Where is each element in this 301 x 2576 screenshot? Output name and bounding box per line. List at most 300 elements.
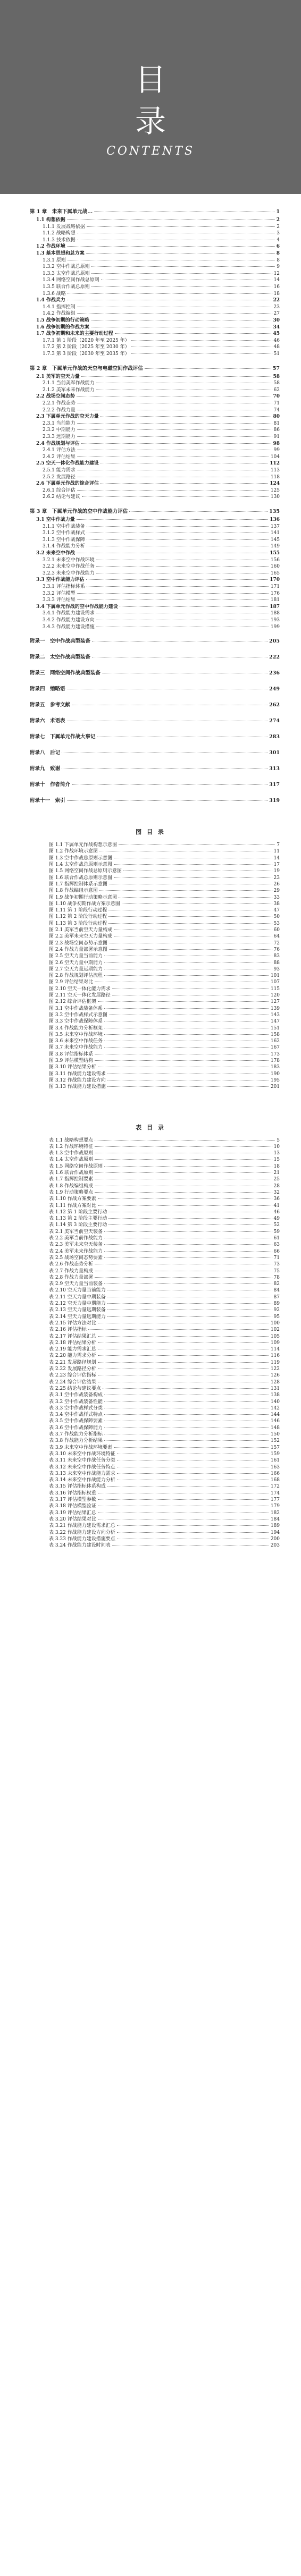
toc-entry[interactable] <box>30 947 280 953</box>
entry-label: 表 1.8 作战编组构成 <box>49 1183 94 1189</box>
toc-entry[interactable] <box>30 338 280 344</box>
toc-entry[interactable] <box>30 842 280 848</box>
entry-label: 3.3.2 评估模型 <box>43 590 76 596</box>
toc-entry[interactable] <box>30 1458 280 1464</box>
entry-label: 图 2.3 战场空间态势示意图 <box>49 940 108 946</box>
entry-page: 28 <box>273 1183 280 1189</box>
entry-label: 表 3.12 未来空中作战任务特点 <box>49 1464 115 1470</box>
entry-page: 16 <box>273 284 280 290</box>
entry-label: 3.1 空中作战力量 <box>36 517 75 522</box>
entry-page: 14 <box>273 277 280 283</box>
entry-page: 179 <box>270 1504 280 1509</box>
entry-page: 23 <box>273 304 280 310</box>
toc-entry[interactable] <box>30 734 280 740</box>
entry-label: 2.6 下属单元作战的综合评估 <box>36 481 99 487</box>
entry-page: 249 <box>269 686 280 692</box>
toc-entry[interactable] <box>30 468 280 474</box>
toc-entry[interactable] <box>30 1078 280 1084</box>
leader-dots <box>104 1008 269 1009</box>
entry-page: 158 <box>270 1032 280 1037</box>
toc-entry[interactable] <box>30 537 280 543</box>
toc-entry[interactable] <box>30 1012 280 1018</box>
toc-entry[interactable] <box>30 1530 280 1536</box>
toc-entry[interactable] <box>30 1543 280 1549</box>
entry-label: 2.1.1 当前美军作战能力 <box>43 381 95 386</box>
toc-entry[interactable] <box>30 1425 280 1431</box>
toc-entry[interactable] <box>30 654 280 660</box>
toc-entry[interactable] <box>30 1052 280 1058</box>
entry-label: 2.1.2 美军未来作战能力 <box>43 387 95 393</box>
entry-page: 188 <box>270 611 280 616</box>
toc-entry[interactable] <box>30 1347 280 1353</box>
toc-entry[interactable] <box>30 381 280 386</box>
toc-entry[interactable] <box>30 1380 280 1386</box>
toc-entry[interactable] <box>30 914 280 920</box>
toc-entry[interactable] <box>30 1314 280 1320</box>
entry-label: 1.3 基本思想和总方案 <box>36 251 85 256</box>
entry-page: 157 <box>270 1445 280 1450</box>
entry-label: 1.4 作战兵力 <box>36 298 65 303</box>
toc-entry[interactable] <box>30 766 280 772</box>
toc-entry[interactable] <box>30 782 280 788</box>
entry-label: 表 2.3 美军未来空天装备 <box>49 1242 103 1248</box>
toc-entry[interactable] <box>30 1399 280 1405</box>
toc-entry[interactable] <box>30 1432 280 1438</box>
toc-entry[interactable] <box>30 670 280 676</box>
toc-entry[interactable] <box>30 394 280 400</box>
entry-label: 表 2.4 美军未来作战能力 <box>49 1248 103 1254</box>
toc-entry[interactable] <box>30 1262 280 1268</box>
toc-entry[interactable] <box>30 298 280 303</box>
entry-page: 168 <box>270 1477 280 1483</box>
leader-dots <box>104 1047 269 1048</box>
leader-dots <box>87 539 269 540</box>
entry-label: 图 1.12 第 2 阶段行动过程 <box>49 914 107 920</box>
entry-page: 283 <box>269 734 280 740</box>
toc-entry[interactable] <box>30 1353 280 1359</box>
toc-entry[interactable] <box>30 1438 280 1444</box>
entry-page: 274 <box>269 718 280 724</box>
toc-entry[interactable] <box>30 1196 280 1202</box>
toc-entry[interactable] <box>30 284 280 290</box>
leader-dots <box>107 1086 269 1087</box>
entry-label: 表 2.21 发展路径规划 <box>49 1359 96 1365</box>
entry-page: 27 <box>273 311 280 317</box>
entry-label: 图 3.12 作战能力建设方向 <box>49 1077 106 1083</box>
toc-entry[interactable] <box>30 1006 280 1012</box>
leader-dots <box>103 1388 269 1389</box>
toc-entry[interactable] <box>30 1210 280 1215</box>
entry-label: 1.3.1 原则 <box>43 257 66 263</box>
toc-entry[interactable] <box>30 908 280 914</box>
entry-label: 3.2.3 未来空中作战能力 <box>43 570 95 576</box>
toc-entry[interactable] <box>30 1084 280 1090</box>
toc-entry[interactable] <box>30 1203 280 1209</box>
leader-dots <box>101 416 272 417</box>
toc-entry[interactable] <box>30 993 280 999</box>
entry-label: 表 3.22 作战能力建设方向分析 <box>49 1530 115 1535</box>
entry-label: 表 2.9 空天力量当前装备 <box>49 1281 103 1287</box>
entry-page: 201 <box>270 1084 280 1090</box>
entry-page: 61 <box>273 1236 280 1241</box>
toc-entry[interactable] <box>30 856 280 862</box>
leader-dots <box>98 1355 269 1356</box>
entry-page: 187 <box>270 604 280 610</box>
entry-page: 126 <box>270 1373 280 1379</box>
leader-dots <box>98 1362 269 1363</box>
entry-label: 2.3.1 当前能力 <box>43 420 76 426</box>
toc-entry[interactable] <box>30 509 280 514</box>
toc-entry[interactable] <box>30 702 280 708</box>
toc-entry[interactable] <box>30 1281 280 1287</box>
toc-entry[interactable] <box>30 921 280 927</box>
entry-label: 表 2.1 美军当前空天装备 <box>49 1229 103 1235</box>
entry-label: 表 2.5 战场空间态势要素 <box>49 1255 103 1261</box>
toc-entry[interactable] <box>30 374 280 380</box>
entry-page: 205 <box>269 638 280 645</box>
entry-page: 301 <box>269 750 280 756</box>
toc-entry[interactable] <box>30 882 280 888</box>
entry-label: 2.5 空天一体化作战能力建设 <box>36 461 99 467</box>
toc-entry[interactable] <box>30 344 280 350</box>
entry-page: 194 <box>270 1530 280 1535</box>
toc-entry[interactable] <box>30 1019 280 1025</box>
entry-label: 3.4.1 作战能力建设需求 <box>43 611 95 616</box>
entry-label: 表 3.9 未来空中作战环境要素 <box>49 1445 113 1450</box>
toc-entry[interactable] <box>30 1321 280 1327</box>
toc-entry[interactable] <box>30 1249 280 1255</box>
leader-dots <box>67 800 268 801</box>
toc-entry[interactable] <box>30 244 280 250</box>
entry-label: 图 3.4 作战能力分析框架 <box>49 1025 103 1031</box>
toc-entry[interactable] <box>30 209 280 215</box>
toc-entry[interactable] <box>30 224 280 230</box>
entry-label: 1.7.1 第 1 阶段（2020 年至 2025 年） <box>43 337 130 343</box>
entry-label: 2.5.2 发展路径 <box>43 474 76 480</box>
toc-entry[interactable] <box>30 577 280 583</box>
toc-entry[interactable] <box>30 849 280 855</box>
entry-label: 表 3.11 未来空中作战任务分类 <box>49 1458 115 1464</box>
toc-entry[interactable] <box>30 591 280 597</box>
entry-page: 163 <box>270 1464 280 1470</box>
toc-entry[interactable] <box>30 901 280 907</box>
toc-entry[interactable] <box>30 953 280 959</box>
toc-entry[interactable] <box>30 1340 280 1346</box>
toc-entry[interactable] <box>30 1222 280 1228</box>
toc-entry[interactable] <box>30 1373 280 1379</box>
toc-entry[interactable] <box>30 1177 280 1183</box>
toc-entry[interactable] <box>30 973 280 979</box>
toc-entry[interactable] <box>30 999 280 1005</box>
toc-entry[interactable] <box>30 1269 280 1274</box>
toc-entry[interactable] <box>30 941 280 947</box>
leader-dots <box>95 1159 272 1160</box>
toc-entry[interactable] <box>30 1504 280 1509</box>
entry-label: 1.1.1 发展战略依据 <box>43 224 85 230</box>
toc-entry[interactable] <box>30 1484 280 1490</box>
entry-page: 91 <box>273 434 280 440</box>
entry-page: 63 <box>273 1242 280 1248</box>
toc-entry[interactable] <box>30 1065 280 1070</box>
toc-entry[interactable] <box>30 238 280 243</box>
toc-entry[interactable] <box>30 351 280 357</box>
entry-label: 1.3.4 网络空间作战总原则 <box>43 277 99 283</box>
toc-entry[interactable] <box>30 414 280 420</box>
toc-entry[interactable] <box>30 750 280 756</box>
toc-entry[interactable] <box>30 408 280 413</box>
toc-entry[interactable] <box>30 875 280 881</box>
entry-page: 2 <box>277 224 280 230</box>
leader-dots <box>86 579 268 580</box>
toc-entry[interactable] <box>30 686 280 692</box>
toc-entry[interactable] <box>30 217 280 223</box>
toc-entry[interactable] <box>30 571 280 577</box>
toc-entry[interactable] <box>30 611 280 616</box>
contents-body <box>0 194 301 2576</box>
toc-entry[interactable] <box>30 488 280 494</box>
toc-entry[interactable] <box>30 718 280 724</box>
toc-entry[interactable] <box>30 597 280 603</box>
toc-entry[interactable] <box>30 1406 280 1412</box>
toc-entry[interactable] <box>30 441 280 447</box>
entry-label: 附录十一 索引 <box>30 798 65 804</box>
entry-page: 8 <box>277 257 280 263</box>
toc-entry[interactable] <box>30 868 280 874</box>
entry-page: 46 <box>273 1209 280 1215</box>
toc-entry[interactable] <box>30 1255 280 1261</box>
entry-label: 表 2.23 综合评估指标 <box>49 1373 96 1379</box>
entry-label: 图 1.11 第 1 阶段行动过程 <box>49 908 107 914</box>
toc-entry[interactable] <box>30 986 280 992</box>
entry-page: 7 <box>277 842 280 848</box>
toc-entry[interactable] <box>30 481 280 487</box>
toc-entry[interactable] <box>30 895 280 901</box>
toc-entry[interactable] <box>30 1157 280 1163</box>
toc-entry[interactable] <box>30 475 280 480</box>
toc-entry[interactable] <box>30 517 280 523</box>
entry-label: 表 2.15 评估方法对比 <box>49 1320 96 1326</box>
toc-entry[interactable] <box>30 325 280 331</box>
entry-page: 125 <box>270 487 280 493</box>
toc-entry[interactable] <box>30 604 280 610</box>
toc-entry[interactable] <box>30 1523 280 1529</box>
toc-entry[interactable] <box>30 1144 280 1150</box>
toc-entry[interactable] <box>30 258 280 264</box>
toc-entry[interactable] <box>30 1334 280 1340</box>
leader-dots <box>108 1218 272 1219</box>
toc-entry[interactable] <box>30 530 280 536</box>
entry-page: 155 <box>270 551 280 556</box>
toc-entry[interactable] <box>30 311 280 317</box>
entry-label: 表 3.10 未来空中作战环境特征 <box>49 1451 115 1457</box>
toc-entry[interactable] <box>30 1392 280 1398</box>
entry-label: 表 1.10 作战方案要素 <box>49 1196 96 1202</box>
entry-label: 图 3.10 评估结果分析 <box>49 1065 96 1070</box>
entry-page: 21 <box>273 1170 280 1176</box>
entry-page: 88 <box>273 960 280 966</box>
toc-entry[interactable] <box>30 1032 280 1038</box>
leader-dots <box>104 1166 272 1167</box>
toc-entry[interactable] <box>30 979 280 985</box>
toc-entry[interactable] <box>30 1071 280 1077</box>
entry-label: 表 3.18 评估模型验证 <box>49 1504 96 1509</box>
toc-entry[interactable] <box>30 1360 280 1366</box>
entry-label: 3.3 空中作战能力评估 <box>36 577 85 583</box>
entry-label: 表 3.3 空中作战样式分类 <box>49 1405 103 1411</box>
toc-entry[interactable] <box>30 1327 280 1333</box>
toc-entry[interactable] <box>30 318 280 324</box>
toc-entry[interactable] <box>30 888 280 894</box>
toc-entry[interactable] <box>30 1275 280 1281</box>
entry-label: 附录七 下属单元作战大事记 <box>30 734 96 740</box>
toc-entry[interactable] <box>30 1138 280 1144</box>
leader-dots <box>91 273 272 274</box>
toc-entry[interactable] <box>30 1497 280 1503</box>
toc-entry[interactable] <box>30 1491 280 1497</box>
figure-list-title: 图 目 录 <box>136 829 165 836</box>
toc-entry[interactable] <box>30 1242 280 1248</box>
toc-entry[interactable] <box>30 1471 280 1477</box>
entry-page: 50 <box>273 914 280 920</box>
entry-page: 76 <box>273 947 280 952</box>
toc-entry[interactable] <box>30 291 280 297</box>
leader-dots <box>77 436 272 437</box>
toc-entry[interactable] <box>30 1164 280 1170</box>
entry-label: 图 1.7 指挥控制体系示意图 <box>49 881 108 887</box>
toc-entry[interactable] <box>30 624 280 630</box>
entry-page: 51 <box>273 351 280 357</box>
toc-entry[interactable] <box>30 934 280 940</box>
toc-entry[interactable] <box>30 1216 280 1222</box>
toc-entry[interactable] <box>30 1170 280 1176</box>
entry-page: 170 <box>270 577 280 583</box>
toc-entry[interactable] <box>30 1307 280 1313</box>
entry-label: 附录十 作者简介 <box>30 782 71 788</box>
entry-page: 70 <box>273 394 280 400</box>
toc-entry[interactable] <box>30 862 280 868</box>
toc-entry[interactable] <box>30 1510 280 1516</box>
toc-entry[interactable] <box>30 421 280 427</box>
toc-entry[interactable] <box>30 1412 280 1418</box>
entry-label: 第 2 章 下属单元作战的天空与电磁空间作战评估 <box>30 365 143 371</box>
toc-entry[interactable] <box>30 271 280 277</box>
toc-entry[interactable] <box>30 618 280 623</box>
entry-page: 203 <box>270 1543 280 1549</box>
toc-entry[interactable] <box>30 1045 280 1051</box>
entry-page: 73 <box>273 1262 280 1268</box>
toc-entry[interactable] <box>30 1236 280 1241</box>
entry-page: 173 <box>270 1051 280 1057</box>
entry-label: 表 2.16 评估指标 <box>49 1327 87 1333</box>
entry-label: 图 1.4 太空作战总原则示意图 <box>49 862 113 868</box>
toc-entry[interactable] <box>30 1465 280 1471</box>
leader-dots <box>117 1532 269 1533</box>
entry-page: 101 <box>270 973 280 979</box>
entry-page: 189 <box>270 1523 280 1529</box>
toc-entry[interactable] <box>30 1229 280 1235</box>
entry-label: 2.6.2 结论与建议 <box>43 494 80 500</box>
toc-entry[interactable] <box>30 564 280 570</box>
toc-entry[interactable] <box>30 1366 280 1372</box>
toc-entry[interactable] <box>30 1151 280 1156</box>
entry-page: 138 <box>270 1392 280 1398</box>
toc-entry[interactable] <box>30 305 280 310</box>
toc-entry[interactable] <box>30 1477 280 1483</box>
leader-dots <box>104 1251 272 1252</box>
toc-entry[interactable] <box>30 1536 280 1542</box>
toc-entry[interactable] <box>30 387 280 393</box>
entry-label: 表 2.20 能力需求分析 <box>49 1353 96 1359</box>
toc-entry[interactable] <box>30 277 280 283</box>
toc-entry[interactable] <box>30 1418 280 1424</box>
toc-entry[interactable] <box>30 1026 280 1032</box>
toc-entry[interactable] <box>30 251 280 257</box>
entry-page: 183 <box>270 1065 280 1070</box>
toc-entry[interactable] <box>30 524 280 530</box>
leader-dots <box>114 864 272 865</box>
toc-entry[interactable] <box>30 494 280 500</box>
toc-entry[interactable] <box>30 1517 280 1523</box>
toc-entry[interactable] <box>30 434 280 440</box>
entry-label: 2.3 下属单元作战的空天力量 <box>36 414 99 420</box>
leader-dots <box>98 1205 272 1206</box>
toc-entry[interactable] <box>30 1295 280 1300</box>
toc-entry[interactable] <box>30 1288 280 1294</box>
toc-entry[interactable] <box>30 264 280 270</box>
entry-page: 14 <box>273 855 280 861</box>
toc-entry[interactable] <box>30 231 280 237</box>
leader-dots <box>104 1034 269 1035</box>
toc-entry[interactable] <box>30 1445 280 1451</box>
entry-label: 2.3.2 中期能力 <box>43 427 76 433</box>
toc-entry[interactable] <box>30 366 280 371</box>
toc-entry[interactable] <box>30 960 280 966</box>
toc-entry[interactable] <box>30 427 280 433</box>
leader-dots <box>122 903 272 904</box>
toc-entry[interactable] <box>30 1184 280 1189</box>
entry-label: 1.3.2 空中作战总原则 <box>43 264 90 270</box>
toc-entry[interactable] <box>30 454 280 460</box>
toc-entry[interactable] <box>30 331 280 337</box>
toc-entry[interactable] <box>30 1038 280 1044</box>
leader-dots <box>104 975 269 976</box>
leader-dots <box>77 490 269 491</box>
entry-page: 17 <box>273 862 280 868</box>
toc-entry[interactable] <box>30 1451 280 1457</box>
toc-entry[interactable] <box>30 461 280 467</box>
toc-entry[interactable] <box>30 1190 280 1196</box>
toc-entry[interactable] <box>30 1386 280 1392</box>
toc-entry[interactable] <box>30 1301 280 1307</box>
toc-entry[interactable] <box>30 401 280 407</box>
toc-entry[interactable] <box>30 558 280 563</box>
entry-page: 319 <box>269 798 280 804</box>
entry-label: 表 1.7 指挥控制要素 <box>49 1177 94 1183</box>
entry-label: 附录四 缩略语 <box>30 686 65 692</box>
entry-page: 18 <box>273 1163 280 1169</box>
toc-entry[interactable] <box>30 447 280 453</box>
toc-entry[interactable] <box>30 1058 280 1064</box>
entry-page: 57 <box>272 365 280 371</box>
toc-entry[interactable] <box>30 638 280 644</box>
toc-entry[interactable] <box>30 927 280 933</box>
entry-page: 114 <box>270 1347 280 1353</box>
toc-entry[interactable] <box>30 967 280 973</box>
toc-entry[interactable] <box>30 584 280 590</box>
toc-entry[interactable] <box>30 544 280 550</box>
toc-entry[interactable] <box>30 551 280 556</box>
toc-entry[interactable] <box>30 798 280 804</box>
